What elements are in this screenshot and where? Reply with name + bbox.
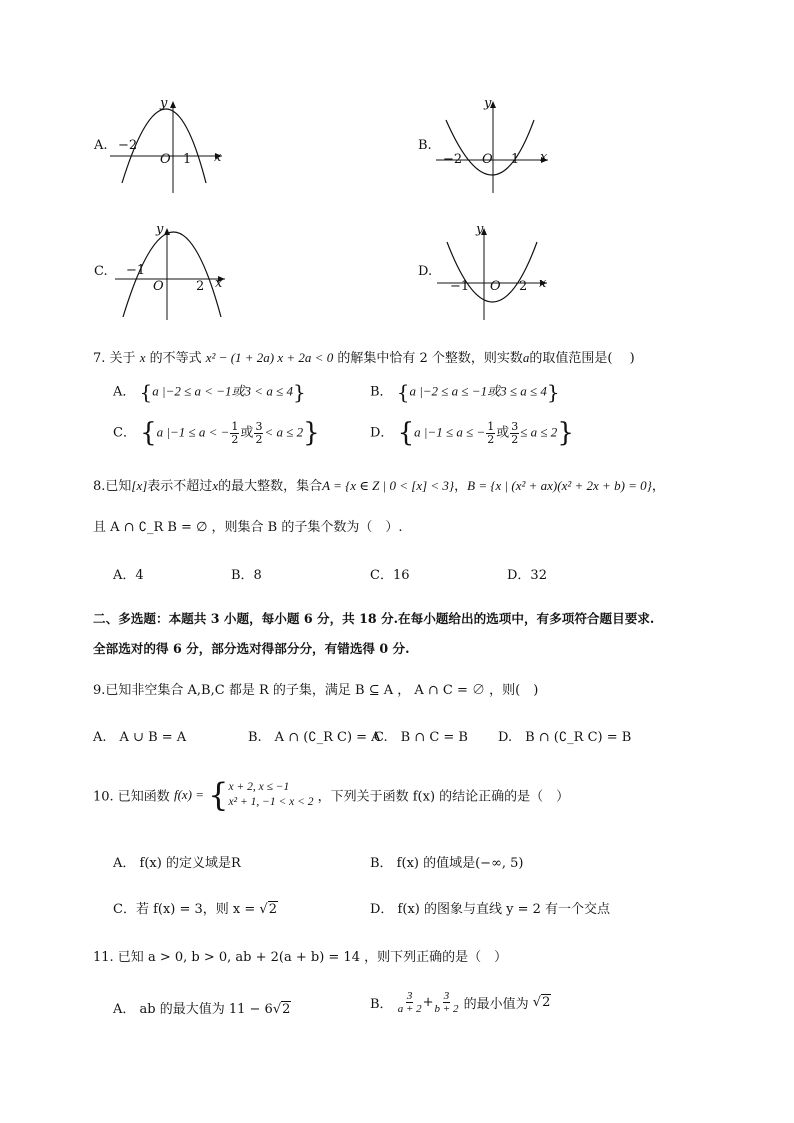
q10-option-c-text: C．若 f(x) = 3，则 x =	[113, 902, 256, 917]
q11-sqrt: 2	[282, 1002, 291, 1017]
q8-option-d[interactable]: D．32	[507, 568, 547, 583]
q8-stem-line2: 且 A ∩ ∁_R B = ∅ ，则集合 B 的子集个数为（ ）.	[93, 520, 403, 535]
graph-d-tick-pos: 2	[519, 279, 528, 294]
q7-fraction-three-halves: $\frac{3}{2}$	[511, 419, 519, 446]
graph-a-x-label: x	[214, 150, 222, 165]
q10-option-a[interactable]: A． f(x) 的定义域是R	[113, 856, 241, 871]
q11-option-a[interactable]: A． ab 的最大值为 11 − 6√2	[113, 1002, 291, 1017]
q9-stem: 9.已知非空集合 A,B,C 都是 R 的子集，满足 B ⊆ A ， A ∩ C = ∅ ，则( )	[93, 683, 539, 698]
q10-piecewise	[229, 780, 314, 810]
q7-option-d-post: ≤ a ≤ 2	[520, 424, 558, 440]
q10-brace: {	[208, 776, 229, 814]
q11-plus: +	[422, 995, 434, 1010]
graph-d-y-label: y	[476, 222, 484, 237]
q7-option-a-label: A．	[113, 384, 136, 400]
q10-post: ，下列关于函数 f(x) 的结论正确的是（ ）	[317, 789, 570, 805]
graph-b-x-label: x	[540, 150, 548, 165]
q7-option-c-pre: a |−1 ≤ a < −	[156, 424, 230, 440]
q7-option-c[interactable]	[113, 418, 320, 448]
q8-pre: 8.已知	[93, 479, 132, 494]
graph-b-y-label: y	[484, 96, 492, 111]
q7-brace: }	[303, 418, 320, 448]
q7-brace: }	[292, 380, 306, 404]
q7-option-d[interactable]	[370, 418, 574, 448]
graph-a-y-label: y	[160, 96, 168, 111]
graph-b-tick-pos: 1	[511, 152, 520, 167]
q7-inequality: x² − (1 + 2a) x + 2a < 0	[205, 350, 334, 365]
graph-b-origin: O	[482, 152, 493, 167]
q9-option-d[interactable]: D. B ∩ (∁_R C) = B	[498, 730, 632, 745]
q7-fraction-half: $\frac{1}{2}$	[231, 419, 239, 446]
q8-option-b[interactable]: B．8	[231, 568, 262, 583]
option-d-label: D.	[418, 264, 433, 279]
graph-c-tick-neg: −1	[126, 263, 146, 278]
q7-stem-a: a	[522, 350, 530, 365]
q10-option-d[interactable]: D． f(x) 的图象与直线 y = 2 有一个交点	[370, 902, 611, 917]
q10-option-b[interactable]: B． f(x) 的值域是(−∞, 5)	[370, 856, 524, 871]
graph-a-tick-neg: −2	[118, 138, 138, 153]
q7-option-b-text: a |−2 ≤ a ≤ −1或3 ≤ a ≤ 4	[409, 383, 547, 399]
q7-stem-pre: 7. 关于	[93, 351, 136, 366]
graph-d-x-label: x	[539, 276, 547, 291]
q7-option-b[interactable]	[370, 380, 560, 404]
section-2-heading-line2: 全部选对的得 6 分，部分选对得部分分，有错选得 0 分.	[93, 641, 410, 656]
q8-stem-line1	[93, 475, 665, 494]
q7-stem	[93, 347, 635, 366]
q7-fraction-half: $\frac{1}{2}$	[487, 419, 495, 446]
q7-brace: }	[557, 418, 574, 448]
graph-a-tick-pos: 1	[183, 152, 192, 167]
q7-stem-x: x	[139, 350, 146, 365]
q10-case2: x² + 1, −1 < x < 2	[228, 796, 314, 808]
q11-option-a-text: A． ab 的最大值为 11 − 6	[113, 1002, 273, 1017]
q11-option-b-text: 的最小值为	[463, 997, 529, 1012]
q8-floor: [x]	[131, 478, 148, 493]
q8-end: ，	[651, 479, 665, 494]
q7-option-b-label: B．	[370, 384, 393, 400]
graph-d-origin: O	[490, 279, 501, 294]
q7-fraction-three-halves: $\frac{3}{2}$	[255, 419, 263, 446]
q7-brace: {	[396, 380, 410, 404]
q9-option-b[interactable]: B. A ∩ (∁_R C) = A	[248, 730, 381, 745]
q7-brace: {	[397, 418, 415, 448]
q10-fx: f(x) =	[173, 787, 205, 802]
graph-d	[437, 222, 557, 322]
q11-option-b[interactable]	[370, 990, 551, 1015]
q11-fraction-1: $\frac{3}{a + 2}$	[397, 990, 422, 1015]
q7-option-d-label: D．	[370, 425, 394, 441]
q7-brace: {	[140, 418, 157, 448]
q7-option-d-or: 或	[496, 425, 510, 441]
q7-stem-post: 的解集中恰有 2 个整数，则实数	[337, 351, 523, 366]
q8-set-b: B = {x | (x² + ax)(x² + 2x + b) = 0}	[467, 478, 652, 493]
option-b-label: B.	[418, 138, 432, 153]
q9-option-c[interactable]: C. B ∩ C = B	[374, 730, 468, 745]
q8-option-a[interactable]: A．4	[113, 568, 144, 583]
q10-stem	[93, 776, 569, 814]
q8-sep: ，	[454, 479, 468, 494]
q11-fraction-2: $\frac{3}{b + 2}$	[434, 990, 459, 1015]
q8-mid: 表示不超过	[147, 479, 213, 494]
q11-sqrt-sign: √	[532, 995, 542, 1010]
graph-d-tick-neg: −1	[450, 279, 470, 294]
graph-c-tick-pos: 2	[196, 279, 205, 294]
q7-option-d-pre: a |−1 ≤ a ≤ −	[414, 424, 486, 440]
graph-b	[436, 95, 556, 195]
q7-option-a[interactable]	[113, 380, 306, 404]
graph-b-tick-neg: −2	[443, 152, 463, 167]
q8-option-c[interactable]: C．16	[370, 568, 410, 583]
q9-option-a[interactable]: A. A ∪ B = A	[93, 730, 187, 745]
q7-option-c-label: C．	[113, 425, 136, 441]
option-a-label: A.	[94, 138, 108, 153]
q10-case1: x + 2, x ≤ −1	[228, 781, 290, 793]
q7-brace: }	[546, 380, 560, 404]
q8-x: x	[212, 478, 219, 493]
q7-stem-mid: 的不等式	[149, 351, 202, 366]
graph-c-origin: O	[153, 279, 164, 294]
q10-pre: 10. 已知函数	[93, 789, 170, 805]
graph-c-x-label: x	[215, 276, 223, 291]
graph-c-y-label: y	[156, 222, 164, 237]
section-2-heading-line1: 二、多选题：本题共 3 小题，每小题 6 分，共 18 分.在每小题给出的选项中，有多项符合题目要求.	[93, 611, 655, 626]
q11-option-b-label: B．	[370, 997, 393, 1012]
q7-option-a-text: a |−2 ≤ a < −1或3 < a ≤ 4	[152, 383, 293, 399]
q7-option-c-post: < a ≤ 2	[264, 424, 304, 440]
q11-sqrt-b: 2	[542, 995, 551, 1010]
q7-stem-end: 的取值范围是( )	[529, 351, 635, 366]
q10-sqrt: 2	[268, 902, 277, 917]
q11-stem: 11. 已知 a > 0, b > 0, ab + 2(a + b) = 14 ，则下列正确的是（ ）	[93, 950, 508, 965]
q7-option-c-or: 或	[240, 425, 254, 441]
q8-set-a: A = {x ∈ Z | 0 < [x] < 3}	[322, 478, 455, 493]
option-c-label: C.	[94, 264, 108, 279]
q7-brace: {	[139, 380, 153, 404]
q10-option-c[interactable]: C．若 f(x) = 3，则 x = √2	[113, 902, 277, 917]
graph-a-origin: O	[160, 152, 171, 167]
q8-mid2: 的最大整数，集合	[218, 479, 323, 494]
